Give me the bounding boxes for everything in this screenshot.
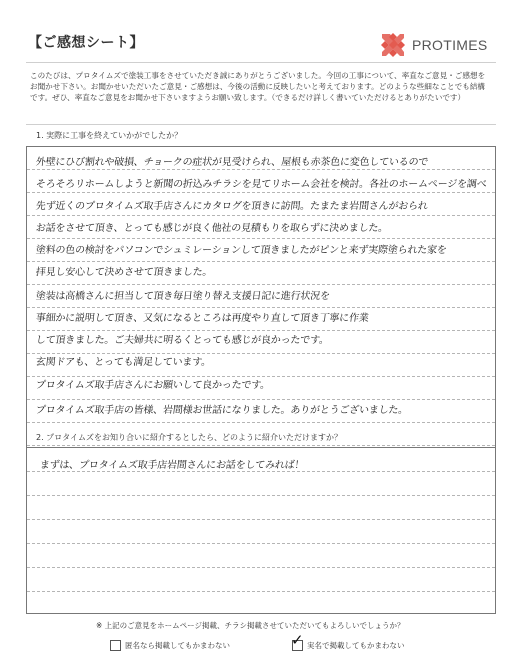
realname-option-label: 実名で掲載してもかまわない	[307, 641, 405, 650]
answer-1-line: プロタイムズ取手店の皆様、岩間様お世話になりました。ありがとうございました。	[35, 405, 409, 416]
question-2: 2. プロタイムズをお知り合いに紹介するとしたら、どのように紹介いただけますか？	[36, 433, 343, 442]
intro-divider	[26, 124, 496, 125]
consent-question: ※ 上記のご意見をホームページ掲載、チラシ掲載させていただいてもよろしいでしょうか？	[96, 621, 405, 630]
intro-text: このたびは、プロタイムズで塗装工事をさせていただき誠にありがとうございました。今回の工事について、率直なご意見・ご感想をお聞かせ下さい。お聞かせいただいたご意見・ご感想は、今後の活動に反映したいと考えております。どのような些細なことでも結構です。ぜひ、率直なご意見をお聞かせ下さいますようお願い致します。（できるだけ詳しく書いていただけるとありがたいです）	[30, 71, 486, 102]
header-divider	[26, 62, 496, 63]
brand-logo	[378, 30, 488, 60]
answer-1-line: お話をさせて頂き、とっても感じが良く他社の見積もりを取らずに決めました。	[35, 223, 389, 234]
logo-wordmark: PROTIMES	[412, 37, 488, 53]
consent-option-anonymous[interactable]	[110, 640, 230, 651]
answer-1-line: 塗料の色の検討をパソコンでシュミレーションして頂きましたがピンと来ず実際塗られた家を	[35, 245, 448, 256]
anonymous-checkbox[interactable]	[110, 640, 121, 651]
consent-option-realname[interactable]	[291, 631, 405, 651]
anonymous-option-label: 匿名なら掲載してもかまわない	[125, 641, 230, 650]
realname-checkbox[interactable]	[291, 631, 304, 651]
question-1: 1. 実際に工事を終えていかがでしたか？	[36, 131, 183, 140]
answer-1-line: プロタイムズ取手店さんにお願いして良かったです。	[35, 380, 271, 391]
answer-1-line: 拝見し安心して決めさせて頂きました。	[35, 267, 213, 278]
answer-1-line: して頂きました。ご夫婦共に明るくとっても感じが良かったです。	[35, 335, 330, 346]
sheet-title: 【ご感想シート】	[28, 35, 144, 51]
answer-1-line: 塗装は高橋さんに担当して頂き毎日塗り替え支援日記に進行状況を	[35, 291, 331, 302]
check-mark-icon: ✓	[291, 631, 304, 649]
answer-1-line: 外壁にひび割れや破損、チョークの症状が見受けられ、屋根も赤茶色に変色しているので	[35, 157, 429, 168]
answer-1-line: そろそろリホームしようと新聞の折込みチラシを見てリホーム会社を検討。各社のホームページを調べ	[35, 179, 487, 190]
answer-1-line: 事細かに説明して頂き、又気になるところは再度やり直して頂き丁寧に作業	[35, 313, 370, 324]
answer-1-line: 先ず近くのプロタイムズ取手店さんにカタログを頂きに訪問。たまたま岩間さんがおられ	[35, 201, 429, 212]
protimes-logo-icon	[378, 30, 408, 60]
answer-box-2	[26, 447, 496, 614]
answer-1-line: 玄関ドアも、とっても満足しています。	[35, 357, 212, 368]
answer-2-line: まずは、プロタイムズ取手店岩間さんにお話をしてみれば！	[39, 460, 305, 471]
